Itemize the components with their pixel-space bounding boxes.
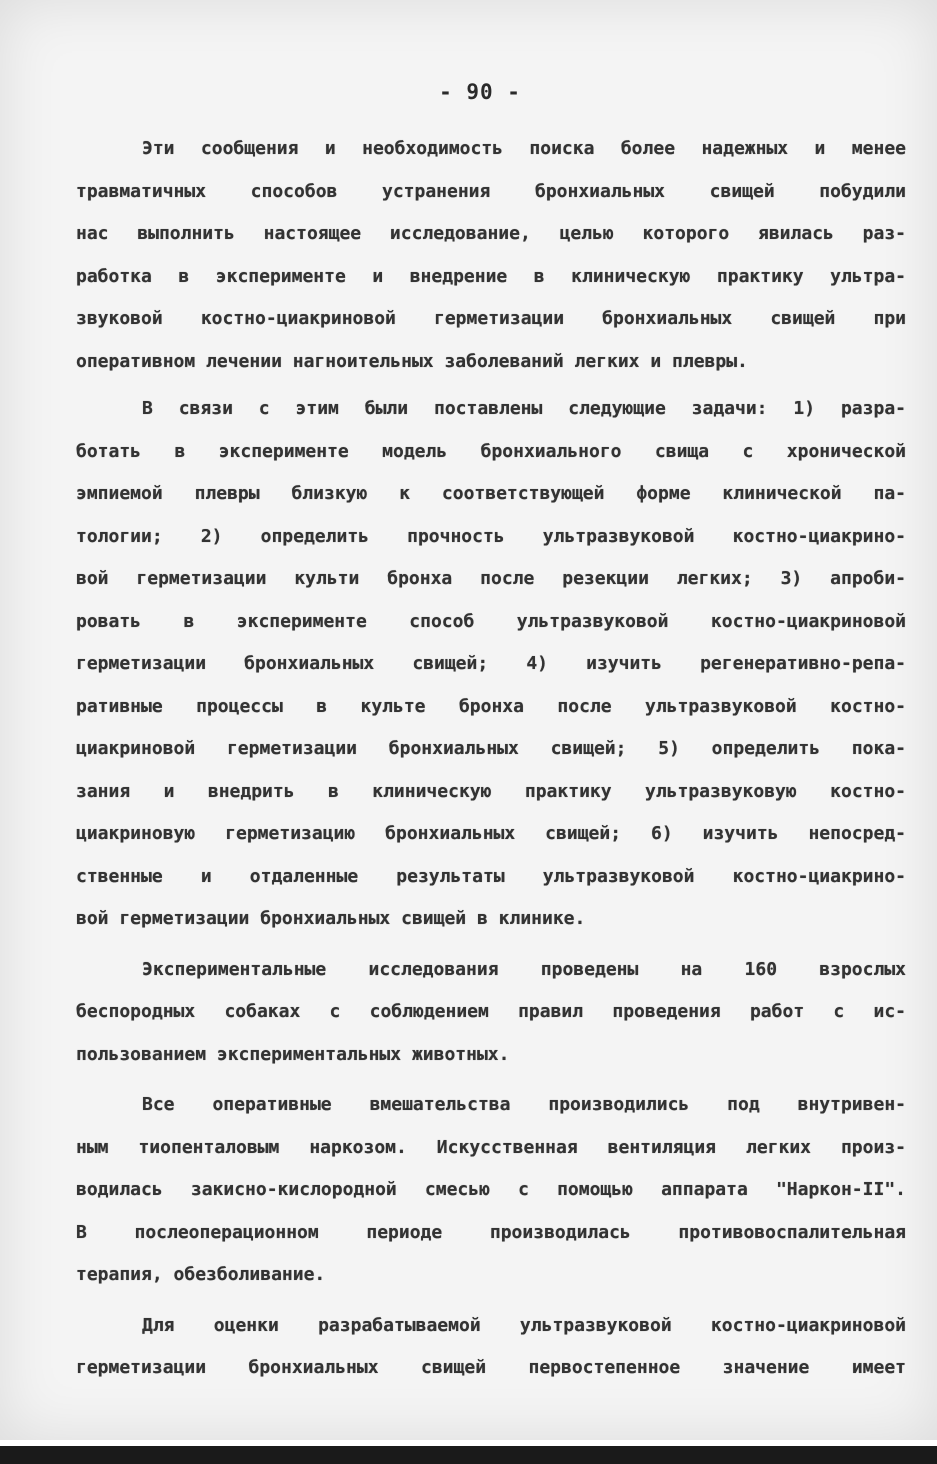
text-line: герметизации бронхиальных свищей первостепенное значение имеет — [76, 1357, 906, 1378]
text-line: пользованием экспериментальных животных. — [76, 1043, 510, 1065]
text-line: звуковой костно-циакриновой герметизации бронхиальных свищей при — [76, 308, 906, 329]
scan-bottom-edge — [0, 1446, 937, 1464]
text-line: вой герметизации культи бронха после резекции легких; 3) апроби- — [76, 568, 906, 589]
text-line: вой герметизации бронхиальных свищей в клинике. — [76, 908, 586, 929]
text-line: Для оценки разрабатываемой ультразвуковой костно-циакриновой — [142, 1314, 906, 1336]
text-line: ровать в эксперименте способ ультразвуковой костно-циакриновой — [76, 610, 906, 632]
text-line: В послеоперационном периоде производилась противовоспалительная — [76, 1221, 906, 1243]
paragraph — [76, 388, 906, 941]
text-line: циакриновую герметизацию бронхиальных свищей; 6) изучить непосред- — [76, 823, 906, 844]
paragraph — [76, 1305, 906, 1390]
text-line: нас выполнить настоящее исследование, целью которого явилась раз- — [76, 223, 906, 244]
text-line: травматичных способов устранения бронхиальных свищей побудили — [76, 180, 906, 202]
text-line: В связи с этим были поставлены следующие задачи: 1) разра- — [142, 398, 906, 419]
text-line: ным тиопенталовым наркозом. Искусственная вентиляция легких произ- — [76, 1136, 906, 1158]
text-line: ботать в эксперименте модель бронхиального свища с хронической — [76, 440, 906, 462]
paragraph — [76, 1084, 906, 1297]
text-line: работка в эксперименте и внедрение в клиническую практику ультра- — [76, 265, 906, 287]
text-line: ративные процессы в культе бронха после ультразвуковой костно- — [76, 695, 906, 717]
text-line: беспородных собаках с соблюдением правил проведения работ с ис- — [76, 1001, 906, 1022]
text-line: эмпиемой плевры близкую к соответствующей форме клинической па- — [76, 483, 906, 504]
paragraph — [76, 128, 906, 383]
paragraph — [76, 949, 906, 1077]
text-line: ственные и отдаленные результаты ультразвуковой костно-циакрино- — [76, 865, 906, 887]
text-line: терапия, обезболивание. — [76, 1264, 326, 1285]
text-line: циакриновой герметизации бронхиальных свищей; 5) определить пока- — [76, 738, 906, 759]
text-line: Эти сообщения и необходимость поиска более надежных и менее — [142, 138, 906, 159]
document-body — [76, 128, 906, 1390]
text-line: тологии; 2) определить прочность ультразвуковой костно-циакрино- — [76, 525, 906, 547]
text-line: водилась закисно-кислородной смесью с помощью аппарата "Наркон-II". — [76, 1179, 906, 1200]
text-line: Все оперативные вмешательства производились под внутривен- — [142, 1094, 906, 1115]
text-line: герметизации бронхиальных свищей; 4) изучить регенеративно-репа- — [76, 653, 906, 674]
text-line: Экспериментальные исследования проведены на 160 взрослых — [142, 958, 906, 980]
text-line: оперативном лечении нагноительных заболеваний легких и плевры. — [76, 350, 748, 372]
text-line: зания и внедрить в клиническую практику ультразвуковую костно- — [76, 780, 906, 802]
page-number: - 90 - — [439, 80, 521, 104]
